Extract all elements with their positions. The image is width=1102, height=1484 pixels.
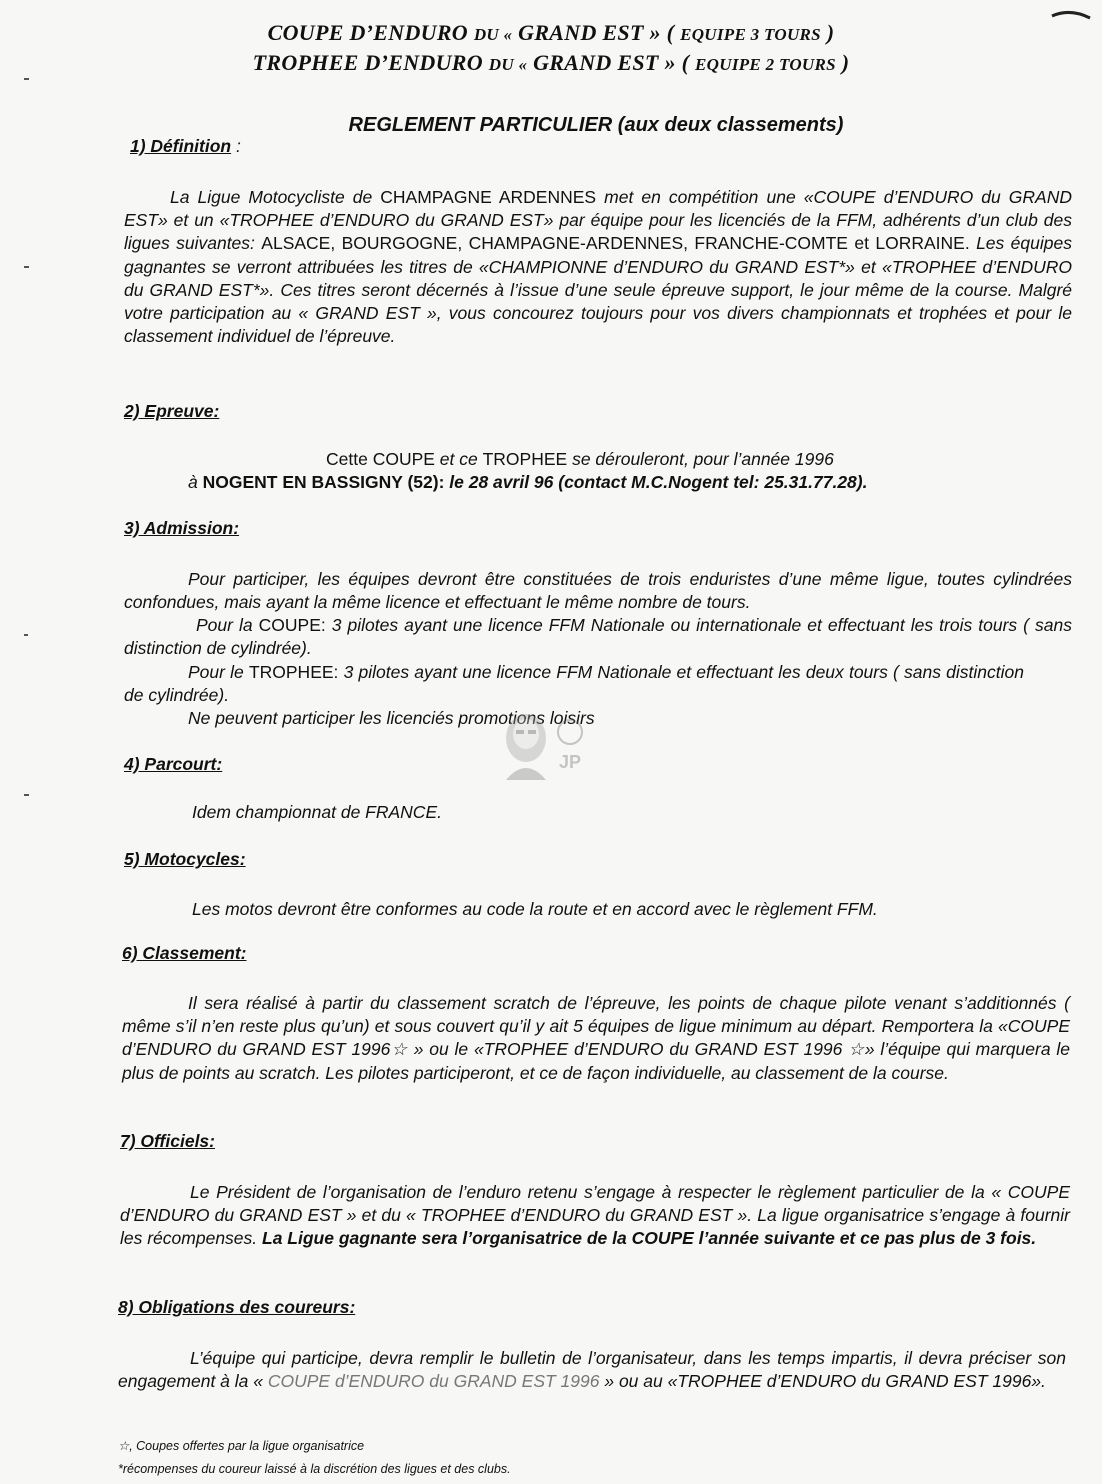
paragraph-definition: La Ligue Motocycliste de CHAMPAGNE ARDENNES met en compétition une «COUPE d’ENDURO du GRAND EST» et un «TROPHEE d’ENDURO du GRAND EST» par équipe pour les licenciés de la FFM, adhérents d’un club des ligues suivantes: ALSACE, BOURGOGNE, CHAMPAGNE-ARDENNES, FRANCHE-COMTE et LORRAINE. Les équipes gagnantes se verront attribuées les titres de «CHAMPIONNE d’ENDURO du GRAND EST*» et «TROPHEE d’ENDURO du GRAND EST*». Ces titres seront décernés à l’issue d’une seule épreuve support, le jour même de la course. Malgré votre participation au « GRAND EST », vous concourez toujours pour vos divers championnats et trophées et pour le classement individuel de l’épreuve. [124, 187, 1072, 347]
epreuve-line-2: à NOGENT EN BASSIGNY (52): le 28 avril 96 (contact M.C.Nogent tel: 25.31.77.28). [188, 472, 868, 492]
paragraph-admission-trophee: Pour le TROPHEE: 3 pilotes ayant une licence FFM Nationale et effectuant les deux tours ( sans distinction de cylindrée). [124, 662, 1024, 706]
paragraph-motocycles: Les motos devront être conformes au code la route et en accord avec le règlement FFM. [192, 899, 878, 919]
paragraph-classement: Il sera réalisé à partir du classement scratch de l’épreuve, les points de chaque pilote venant s’additionnés ( même s’il n’en reste plus qu’un) et sous couvert qu’il y ait 5 équipes de ligue minimum au départ. Remportera la «COUPE d’ENDURO du GRAND EST 1996☆ » ou le «TROPHEE d’ENDURO du GRAND EST 1996 ☆» l’équipe qui marquera le plus de points au scratch. Les pilotes participeront, et ce de façon individuelle, au classement de la course. [122, 993, 1070, 1083]
stamp-label: JP [558, 752, 582, 772]
heading-classement: 6) Classement: [122, 943, 247, 963]
heading-admission: 3) Admission: [124, 518, 240, 538]
title-coupe: COUPE D’ENDURO DU « GRAND EST » ( EQUIPE 3 TOURS ) [267, 20, 835, 45]
paragraph-admission-exclusion: Ne peuvent participer les licenciés promotions loisirs [188, 708, 595, 728]
photo-stamp [500, 708, 592, 782]
paragraph-admission-coupe: Pour la COUPE: 3 pilotes ayant une licence FFM Nationale ou internationale et effectuant les trois tours ( sans distinction de cylindrée). [124, 615, 1072, 659]
paragraph-admission-1: Pour participer, les équipes devront être constituées de trois enduristes d’une même ligue, toutes cylindrées confondues, mais ayant la même licence et effectuant le même nombre de tours. [124, 569, 1072, 613]
footnote-recompenses: *récompenses du coureur laissé à la discrétion des ligues et des clubs. [118, 1462, 511, 1476]
heading-officiels: 7) Officiels: [120, 1131, 215, 1151]
heading-parcourt: 4) Parcourt: [124, 754, 223, 774]
title-trophee: TROPHEE D’ENDURO DU « GRAND EST » ( EQUIPE 2 TOURS ) [252, 50, 850, 75]
heading-motocycles: 5) Motocycles: [124, 849, 246, 869]
heading-obligations: 8) Obligations des coureurs: [118, 1297, 356, 1317]
scan-marks-left [24, 78, 30, 798]
heading-epreuve: 2) Epreuve: [124, 401, 220, 421]
paragraph-obligations: L’équipe qui participe, devra remplir le bulletin de l’organisateur, dans les temps impartis, il devra préciser son engagement à la « COUPE d’ENDURO du GRAND EST 1996 » ou au «TROPHEE d’ENDURO du GRAND EST 1996». [118, 1348, 1066, 1392]
epreuve-line-1: Cette COUPE et ce TROPHEE se dérouleront, pour l’année 1996 [326, 449, 834, 469]
scan-mark-top-right [1050, 6, 1094, 24]
paragraph-parcourt: Idem championnat de FRANCE. [192, 802, 442, 822]
subtitle: REGLEMENT PARTICULIER (aux deux classements) [348, 114, 844, 136]
paragraph-officiels: Le Président de l’organisation de l’enduro retenu s’engage à respecter le règlement particulier de la « COUPE d’ENDURO du GRAND EST » et du « TROPHEE d’ENDURO du GRAND EST ». La ligue organisatrice s’engage à fournir les récompenses. La Ligue gagnante sera l’organisatrice de la COUPE l’année suivante et ce pas plus de 3 fois. [120, 1182, 1070, 1249]
footnote-coupes: ☆, Coupes offertes par la ligue organisatrice [118, 1439, 365, 1453]
heading-definition: 1) Définition : [130, 136, 241, 156]
